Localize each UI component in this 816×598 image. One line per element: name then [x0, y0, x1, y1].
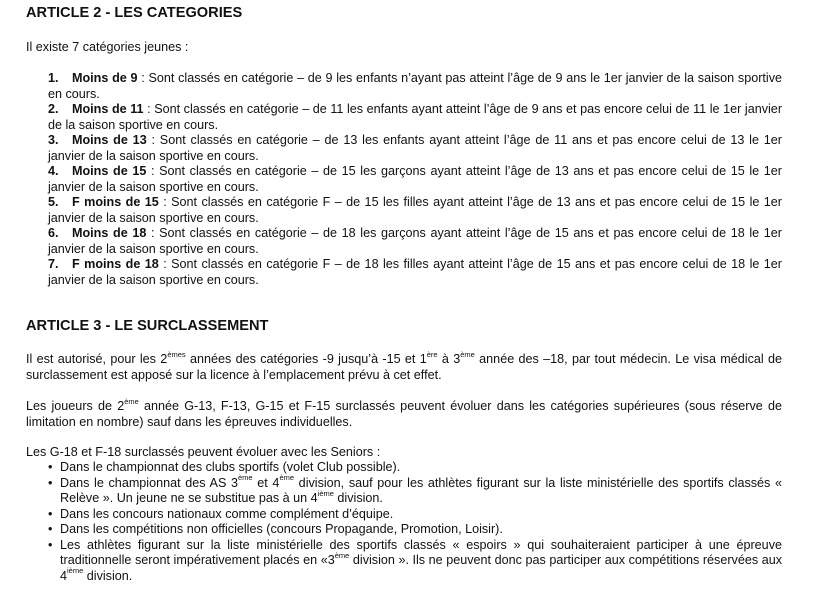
superscript: ème: [334, 550, 350, 560]
category-item: [48, 133, 782, 164]
article-3-heading: ARTICLE 3 - LE SURCLASSEMENT: [26, 318, 269, 334]
bullet-icon: •: [48, 506, 53, 521]
text-run: à 3: [437, 352, 461, 366]
category-description: : Sont classés en catégorie – de 9 les enfants n’ayant pas atteint l’âge de 9 ans le 1er janvier de la saison sportive en cours.: [48, 71, 783, 101]
list-number: 7.: [48, 257, 59, 271]
categories-list: [48, 71, 782, 288]
category-name: Moins de 15: [72, 164, 147, 178]
superscript: ième: [317, 488, 334, 498]
text-run: Il est autorisé, pour les 2: [26, 352, 168, 366]
category-description: : Sont classés en catégorie – de 15 les garçons ayant atteint l’âge de 13 ans et pas encore celui de 15 le 1er janvier de la saison sportive en cours.: [48, 164, 782, 194]
text-run: division ». Ils ne peuvent donc pas participer aux compétitions réservées aux 4: [60, 553, 782, 583]
text-run: division.: [83, 568, 133, 583]
category-description: : Sont classés en catégorie F – de 15 les filles ayant atteint l’âge de 13 ans et pas encore celui de 15 le 1er janvier de la saison sportive en cours.: [48, 195, 782, 225]
text-run: Dans les concours nationaux comme complément d’équipe.: [60, 506, 394, 521]
list-number: 6.: [48, 226, 59, 240]
text-run: Dans le championnat des AS 3: [60, 475, 239, 490]
list-number: 4.: [48, 164, 59, 178]
superscript: èmes: [167, 349, 186, 359]
bullet-icon: •: [48, 475, 53, 490]
category-name: Moins de 18: [72, 226, 147, 240]
superscript: ème: [460, 349, 475, 359]
list-item: [48, 460, 782, 476]
category-name: Moins de 9: [72, 71, 138, 85]
category-name: F moins de 18: [72, 257, 159, 271]
superscript: ère: [426, 349, 438, 359]
category-item: [48, 164, 782, 195]
category-item: [48, 257, 782, 288]
text-run: années des catégories -9 jusqu’à -15 et 1: [185, 352, 427, 366]
text-run: année G-13, F-13, G-15 et F-15 surclassés peuvent évoluer dans les catégories supérieures (sous réserve de limitation en nombre) sauf dans les épreuves individuelles.: [26, 399, 782, 429]
bullet-icon: •: [48, 522, 53, 536]
list-number: 1.: [48, 71, 59, 85]
category-item: [48, 226, 782, 257]
text-run: Les joueurs de 2: [26, 399, 125, 413]
superscript: ème: [124, 396, 139, 406]
category-description: : Sont classés en catégorie – de 11 les enfants ayant atteint l’âge de 9 ans et pas encore celui de 11 le 1er janvier de la saison sportive en cours.: [48, 102, 783, 132]
bullet-icon: •: [48, 460, 53, 474]
list-number: 2.: [48, 102, 59, 116]
article-3-paragraph-players: [26, 396, 782, 430]
article-2-heading: ARTICLE 2 - LES CATEGORIES: [26, 5, 243, 21]
superscript: ième: [67, 566, 84, 576]
superscript: ème: [238, 473, 253, 483]
category-name: F moins de 15: [72, 195, 159, 209]
superscript: ème: [279, 473, 295, 483]
list-number: 5.: [48, 195, 59, 209]
article-3-paragraph-authorization: [26, 349, 783, 383]
text-run: division, sauf pour les athlètes figurant sur la liste ministérielle des sportifs classés « Relève ». Un jeune ne se substitue pas à un 4: [60, 475, 782, 505]
list-item: [48, 473, 782, 507]
category-description: : Sont classés en catégorie – de 13 les enfants ayant atteint l’âge de 11 ans et pas encore celui de 13 le 1er janvier de la saison sportive en cours.: [48, 133, 782, 163]
article-3-paragraph-seniors: Les G-18 et F-18 surclassés peuvent évoluer avec les Seniors :: [26, 445, 381, 459]
category-item: [48, 102, 782, 133]
text-run: division.: [333, 491, 383, 505]
list-number: 3.: [48, 133, 59, 147]
text-run: Dans les compétitions non officielles (concours Propagande, Promotion, Loisir).: [60, 522, 503, 536]
article-2-intro: Il existe 7 catégories jeunes :: [26, 40, 189, 54]
bullet-icon: •: [48, 537, 53, 552]
text-run: Dans le championnat des clubs sportifs (volet Club possible).: [60, 460, 401, 474]
category-item: [48, 71, 782, 102]
list-item: [48, 538, 782, 585]
category-item: [48, 195, 782, 226]
text-run: année des –18, par tout médecin. Le visa médical de surclassement est apposé sur la licence à l’emplacement prévu à cet effet.: [26, 352, 783, 382]
text-run: et 4: [252, 475, 280, 490]
list-item: [48, 522, 782, 538]
category-name: Moins de 11: [72, 102, 144, 116]
seniors-bullet-list: [48, 460, 782, 584]
category-description: : Sont classés en catégorie – de 18 les garçons ayant atteint l’âge de 15 ans et pas encore celui de 18 le 1er janvier de la saison sportive en cours.: [48, 226, 782, 256]
category-name: Moins de 13: [72, 133, 147, 147]
text-run: Les athlètes figurant sur la liste ministérielle des sportifs classés « espoirs » qui souhaiteraient participer à une épreuve traditionnelle seront impérativement placés en «3: [60, 537, 782, 567]
list-item: [48, 507, 782, 523]
category-description: : Sont classés en catégorie F – de 18 les filles ayant atteint l’âge de 15 ans et pas encore celui de 18 le 1er janvier de la saison sportive en cours.: [48, 257, 782, 287]
